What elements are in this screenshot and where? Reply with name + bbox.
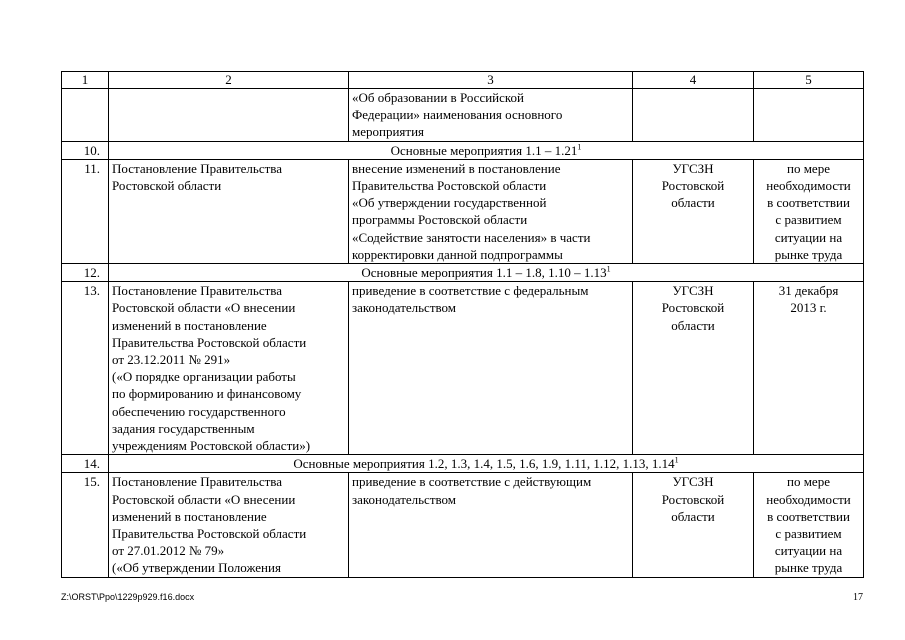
column-header: 3 bbox=[349, 72, 633, 89]
text-line: корректировки данной подпрограммы bbox=[352, 246, 563, 262]
document-cell bbox=[109, 282, 349, 455]
row-number-cell: 13. bbox=[62, 282, 109, 455]
text-line: необходимости bbox=[766, 491, 851, 507]
text-line: области bbox=[671, 317, 715, 333]
text-line: внесение изменений в постановление bbox=[352, 160, 561, 176]
footnote-marker: 1 bbox=[606, 264, 611, 274]
text-line: по мере bbox=[787, 474, 830, 490]
content-cell bbox=[349, 282, 633, 455]
column-header: 5 bbox=[754, 72, 864, 89]
page-number: 17 bbox=[853, 592, 863, 603]
header-row bbox=[62, 72, 864, 89]
text-line: в соответствии bbox=[767, 195, 850, 211]
text-line: с развитием bbox=[775, 212, 842, 228]
row-number-cell: 15. bbox=[62, 473, 109, 577]
section-row bbox=[62, 264, 864, 282]
document-cell bbox=[109, 159, 349, 263]
text-line: приведение в соответствие с федеральным bbox=[352, 283, 589, 299]
row-number-cell: 11. bbox=[62, 159, 109, 263]
text-line: Ростовской области «О внесении bbox=[112, 300, 296, 316]
column-header: 4 bbox=[633, 72, 754, 89]
text-line: ситуации на bbox=[774, 543, 843, 559]
text-line: УГСЗН bbox=[672, 160, 714, 176]
footnote-marker: 1 bbox=[674, 455, 679, 465]
text-line: законодательством bbox=[352, 300, 457, 316]
text-line: области bbox=[671, 508, 715, 524]
footer-file-path: Z:\ORST\Ppo\1229p929.f16.docx bbox=[61, 592, 195, 602]
text-line: рынке труда bbox=[774, 560, 843, 576]
text-line: учреждениям Ростовской области») bbox=[112, 438, 311, 454]
text-line: приведение в соответствие с действующим bbox=[352, 474, 592, 490]
table-row bbox=[62, 473, 864, 577]
deadline-cell bbox=[754, 159, 864, 263]
deadline-cell bbox=[754, 282, 864, 455]
column-header: 1 bbox=[62, 72, 109, 89]
section-row bbox=[62, 455, 864, 473]
executor-cell bbox=[633, 473, 754, 577]
text-line: «Об образовании в Российской bbox=[352, 90, 525, 105]
content-cell bbox=[349, 473, 633, 577]
row-number-cell: 10. bbox=[62, 141, 109, 159]
text-line: рынке труда bbox=[774, 246, 843, 262]
row-number-cell bbox=[62, 89, 109, 142]
document-cell bbox=[109, 473, 349, 577]
content-cell bbox=[349, 159, 633, 263]
text-line: Постановление Правительства bbox=[112, 160, 283, 176]
row-number-cell: 14. bbox=[62, 455, 109, 473]
text-line: Ростовской bbox=[661, 491, 725, 507]
text-line: («О порядке организации работы bbox=[112, 369, 296, 385]
text-line: 31 декабря bbox=[778, 283, 839, 299]
text-line: Правительства Ростовской области bbox=[112, 334, 307, 350]
section-row bbox=[62, 141, 864, 159]
text-line: необходимости bbox=[766, 178, 851, 194]
table-row bbox=[62, 159, 864, 263]
text-line: в соответствии bbox=[767, 508, 850, 524]
document-cell bbox=[109, 89, 349, 142]
text-line: «Содействие занятости населения» в части bbox=[352, 229, 591, 245]
text-line: от 23.12.2011 № 291» bbox=[112, 352, 231, 368]
text-line: изменений в постановление bbox=[112, 317, 267, 333]
text-line: по мере bbox=[787, 160, 830, 176]
text-line: задания государственным bbox=[112, 420, 255, 436]
footnote-marker: 1 bbox=[577, 142, 582, 152]
text-line: Постановление Правительства bbox=[112, 283, 283, 299]
measures-table bbox=[61, 71, 864, 578]
text-line: Федерации» наименования основного bbox=[352, 107, 563, 123]
content-cell bbox=[349, 89, 633, 142]
text-line: Ростовской области bbox=[112, 178, 222, 194]
text-line: Ростовской bbox=[661, 300, 725, 316]
text-line: Ростовской области «О внесении bbox=[112, 491, 296, 507]
text-line: УГСЗН bbox=[672, 283, 714, 299]
text-line: по формированию и финансовому bbox=[112, 386, 302, 402]
text-line: мероприятия bbox=[352, 124, 425, 140]
table-row bbox=[62, 89, 864, 142]
section-title bbox=[109, 264, 864, 282]
column-header: 2 bbox=[109, 72, 349, 89]
text-line: Постановление Правительства bbox=[112, 474, 283, 490]
text-line: ситуации на bbox=[774, 229, 843, 245]
text-line: от 27.01.2012 № 79» bbox=[112, 543, 225, 559]
text-line: Правительства Ростовской области bbox=[112, 526, 307, 542]
text-line: «Об утверждении государственной bbox=[352, 195, 547, 211]
text-line: («Об утверждении Положения bbox=[112, 560, 281, 576]
deadline-cell bbox=[754, 473, 864, 577]
row-number-cell: 12. bbox=[62, 264, 109, 282]
table-body bbox=[62, 72, 864, 578]
table-row bbox=[62, 282, 864, 455]
text-line: Правительства Ростовской области bbox=[352, 178, 547, 194]
text-line: программы Ростовской области bbox=[352, 212, 528, 228]
deadline-cell bbox=[754, 89, 864, 142]
section-title bbox=[109, 141, 864, 159]
executor-cell bbox=[633, 282, 754, 455]
text-line: с развитием bbox=[775, 526, 842, 542]
text-line: УГСЗН bbox=[672, 474, 714, 490]
executor-cell bbox=[633, 89, 754, 142]
text-line: обеспечению государственного bbox=[112, 403, 286, 419]
executor-cell bbox=[633, 159, 754, 263]
section-title-text: Основные мероприятия 1.1 – 1.8, 1.10 – 1.13 bbox=[361, 265, 607, 281]
section-title-text: Основные мероприятия 1.2, 1.3, 1.4, 1.5, 1.6, 1.9, 1.11, 1.12, 1.13, 1.14 bbox=[293, 456, 675, 472]
section-title bbox=[109, 455, 864, 473]
text-line: области bbox=[671, 195, 715, 211]
text-line: законодательством bbox=[352, 491, 457, 507]
text-line: изменений в постановление bbox=[112, 508, 267, 524]
section-title-text: Основные мероприятия 1.1 – 1.21 bbox=[390, 142, 578, 158]
text-line: Ростовской bbox=[661, 178, 725, 194]
text-line: 2013 г. bbox=[790, 300, 827, 316]
